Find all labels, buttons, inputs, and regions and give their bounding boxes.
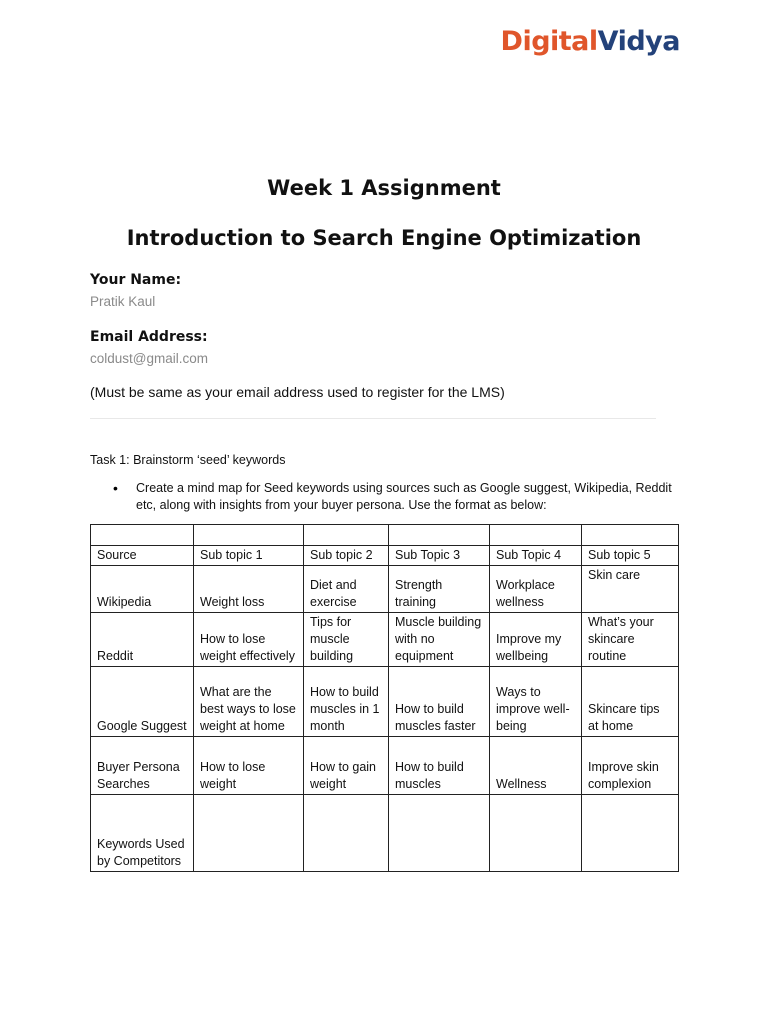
row-source-cell: Google Suggest [91, 667, 194, 737]
row-source-cell: Keywords Used by Competitors [91, 795, 194, 872]
name-label: Your Name: [90, 272, 182, 288]
table-cell [389, 525, 490, 546]
column-header-subtopic-5: Sub topic 5 [582, 546, 679, 566]
table-row [91, 566, 679, 613]
table-cell: Tips for muscle building [304, 613, 389, 667]
table-cell: Strength training [389, 566, 490, 613]
table-cell [194, 795, 304, 872]
column-header-source: Source [91, 546, 194, 566]
table-cell: How to lose weight [194, 737, 304, 795]
table-cell: How to build muscles in 1 month [304, 667, 389, 737]
row-source-cell: Reddit [91, 613, 194, 667]
section-divider [90, 418, 656, 419]
column-header-subtopic-4: Sub Topic 4 [490, 546, 582, 566]
table-cell [304, 525, 389, 546]
table-row [91, 613, 679, 667]
table-cell [389, 795, 490, 872]
table-cell: How to gain weight [304, 737, 389, 795]
table-cell: Improve my wellbeing [490, 613, 582, 667]
email-note: (Must be same as your email address used to register for the LMS) [90, 384, 505, 400]
table-cell [582, 795, 679, 872]
table-cell: How to lose weight effectively [194, 613, 304, 667]
table-cell: Skincare tips at home [582, 667, 679, 737]
column-header-subtopic-2: Sub topic 2 [304, 546, 389, 566]
table-cell: How to build muscles faster [389, 667, 490, 737]
row-source-cell: Buyer Persona Searches [91, 737, 194, 795]
document-title: Week 1 Assignment [267, 176, 501, 200]
column-header-subtopic-1: Sub topic 1 [194, 546, 304, 566]
table-cell: What are the best ways to lose weight at home [194, 667, 304, 737]
row-source-cell: Wikipedia [91, 566, 194, 613]
bullet-icon: • [113, 480, 118, 496]
table-row [91, 667, 679, 737]
email-value: coldust@gmail.com [90, 351, 208, 366]
seed-keyword-table [90, 524, 679, 872]
table-blank-row [91, 525, 679, 546]
task-instructions: Create a mind map for Seed keywords using sources such as Google suggest, Wikipedia, Reddit etc, along with insights from your buyer persona. Use the format as below: [136, 481, 672, 512]
table-cell [490, 795, 582, 872]
table-cell: Workplace wellness [490, 566, 582, 613]
logo-part-vidya: Vidya [597, 26, 680, 57]
table-cell [582, 525, 679, 546]
table-cell: Muscle building with no equipment [389, 613, 490, 667]
table-row [91, 795, 679, 872]
document-subtitle: Introduction to Search Engine Optimization [126, 226, 642, 250]
table-cell: Ways to improve well-being [490, 667, 582, 737]
table-cell: Diet and exercise [304, 566, 389, 613]
table-cell: Wellness [490, 737, 582, 795]
table-cell [91, 525, 194, 546]
task-heading: Task 1: Brainstorm ‘seed’ keywords [90, 453, 286, 467]
table-cell: Weight loss [194, 566, 304, 613]
table-cell [490, 525, 582, 546]
table-cell: How to build muscles [389, 737, 490, 795]
table-cell: Skin care [582, 566, 679, 613]
table-cell: What’s your skincare routine [582, 613, 679, 667]
table-header-row [91, 546, 679, 566]
name-value: Pratik Kaul [90, 294, 156, 309]
table-cell: Improve skin complexion [582, 737, 679, 795]
table-row [91, 737, 679, 795]
logo-part-digital: Digital [500, 26, 598, 57]
table-cell [194, 525, 304, 546]
email-label: Email Address: [90, 329, 208, 345]
table-cell [304, 795, 389, 872]
digital-vidya-logo [501, 26, 680, 57]
column-header-subtopic-3: Sub Topic 3 [389, 546, 490, 566]
